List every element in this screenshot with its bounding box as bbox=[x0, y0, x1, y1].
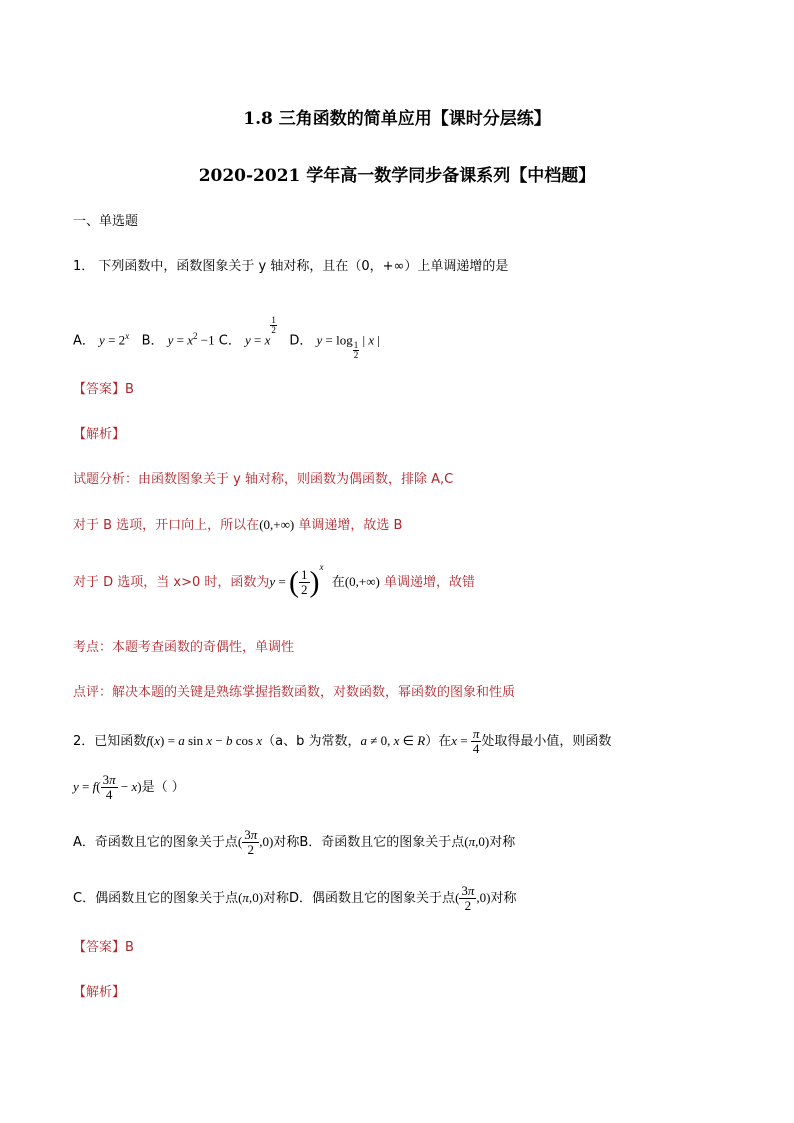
q1-kaodian: 考点：本题考查函数的奇偶性，单调性 bbox=[73, 640, 295, 655]
q2-options-CD: C．偶函数且它的图象关于点(π,0)对称D．偶函数且它的图象关于点( $\frac{3\pi}{2}$ ,0)对称 bbox=[73, 883, 517, 913]
q2-optC: C．偶函数且它的图象关于点 bbox=[73, 891, 239, 906]
q2-optA: A．奇函数且它的图象关于点 bbox=[73, 835, 238, 850]
q1-analysis-line1: 试题分析：由函数图象关于 y 轴对称，则函数为偶函数，排除 A,C bbox=[73, 472, 454, 487]
q1-optA-formula: y bbox=[99, 332, 105, 348]
q1-optC-formula: y bbox=[245, 332, 251, 348]
q1-optA-label: A． bbox=[73, 333, 95, 349]
q1-answer: 【答案】B bbox=[73, 382, 134, 397]
q1-optD-formula: y bbox=[316, 332, 323, 348]
q1-optC-label: C． bbox=[218, 333, 241, 349]
q1-analysis-line3: 对于 D 选项，当 x>0 时，函数为y = ( $\frac{1}{2}$ )$^x$ 在(0,+∞) 单调递增，故错 bbox=[73, 562, 475, 599]
q2-options-AB: A．奇函数且它的图象关于点( $\frac{3\pi}{2}$ ,0)对称B．奇函数且它的图象关于点(π,0)对称 bbox=[73, 827, 516, 857]
q1-stem: 1． 下列函数中，函数图象关于 y 轴对称，且在（0，+∞）上单调递增的是 bbox=[73, 259, 509, 274]
q1-dianping: 点评：解决本题的关键是熟练掌握指数函数，对数函数，幂函数的图象和性质 bbox=[73, 685, 516, 700]
q1-analysis-label: 【解析】 bbox=[73, 427, 126, 442]
q1-interval-1: (0,+∞) bbox=[259, 517, 295, 532]
q2-stem-line1: 2．已知函数f(x) = a sin x − b cos x（a、b 为常数，a ≠ 0, x ∈ R）在x = $\frac{\pi}{4}$ 处取得最小值，则函数 bbox=[73, 726, 612, 756]
doc-title: 1.8 三角函数的简单应用【课时分层练】 bbox=[243, 109, 551, 129]
q1-interval-2: (0,+∞) bbox=[344, 574, 380, 589]
q2-stem-line2: y = f( $\frac{3\pi}{4}$ − x)是（ ） bbox=[73, 772, 185, 802]
q2-answer: 【答案】B bbox=[73, 940, 134, 955]
q2-optD: D．偶函数且它的图象关于点 bbox=[289, 891, 456, 906]
doc-subtitle: 2020-2021 学年高一数学同步备课系列【中档题】 bbox=[198, 166, 596, 186]
q1-optD-label: D． bbox=[289, 333, 313, 349]
q1-options: A． $y = 2^x$ B． $y = x^2 -1$ C． y = x $^{\frac{1}{2}}$ D． y = log $_{\frac{1}{2}}$ | x | bbox=[73, 315, 380, 360]
q1-optB-label: B． bbox=[141, 333, 164, 349]
q2-analysis-label: 【解析】 bbox=[73, 985, 126, 1000]
section-heading: 一、单选题 bbox=[73, 214, 139, 229]
q1-analysis-line2: 对于 B 选项，开口向上，所以在(0,+∞) 单调递增，故选 B bbox=[73, 517, 403, 533]
q1-optB-formula: y bbox=[167, 332, 174, 348]
q2-optB: B．奇函数且它的图象关于点 bbox=[299, 835, 465, 850]
